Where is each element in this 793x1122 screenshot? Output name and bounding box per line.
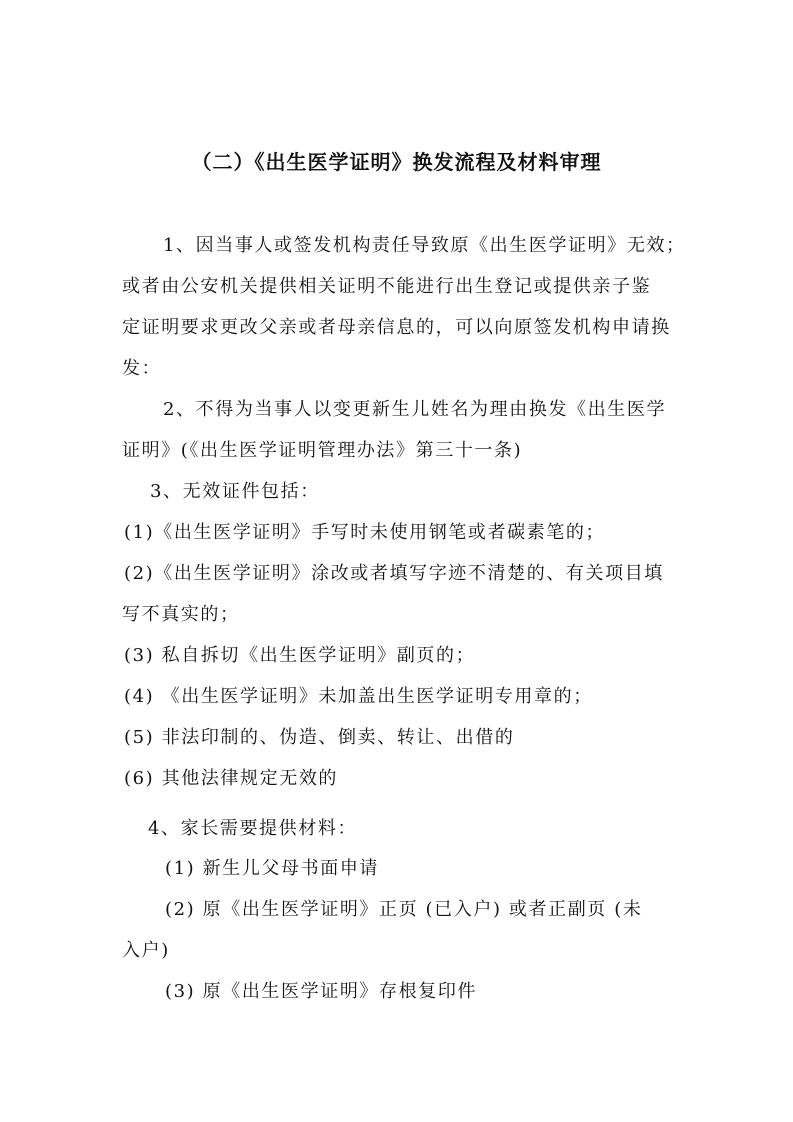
page-title: （二）《出生医学证明》换发流程及材料审理 [191, 150, 602, 174]
paragraph-line: 写不真实的； [122, 604, 240, 625]
paragraph-line: 入户) [122, 940, 170, 961]
paragraph-line: 或者由公安机关提供相关证明不能进行出生登记或提供亲子鉴 [122, 276, 652, 297]
paragraph-line: 2、不得为当事人以变更新生儿姓名为理由换发《出生医学 [163, 399, 667, 420]
paragraph-line: (6) 其他法律规定无效的 [124, 768, 339, 789]
paragraph-line: 发： [122, 358, 162, 379]
paragraph-line: 证明》(《出生医学证明管理办法》第三十一条) [122, 440, 523, 461]
paragraph-line: (3) 私自拆切《出生医学证明》副页的； [124, 645, 476, 666]
paragraph-line: (3) 原《出生医学证明》存根复印件 [165, 981, 478, 1002]
paragraph-line: (1) 新生儿父母书面申请 [165, 858, 380, 879]
paragraph-line: (2) 原《出生医学证明》正页 (已入户) 或者正副页 (未 [165, 899, 643, 920]
paragraph-line: (5) 非法印制的、伪造、倒卖、转让、出借的 [124, 727, 515, 748]
paragraph-line: (2)《出生医学证明》涂改或者填写字迹不清楚的、有关项目填 [124, 563, 664, 584]
paragraph-line: (1)《出生医学证明》手写时未使用钢笔或者碳素笔的； [124, 522, 606, 543]
paragraph-line: 1、因当事人或签发机构责任导致原《出生医学证明》无效； [163, 235, 686, 256]
paragraph-line: 3、无效证件包括： [150, 481, 320, 502]
paragraph-line: 4、家长需要提供材料： [148, 818, 358, 839]
paragraph-line: (4) 《出生医学证明》未加盖出生医学证明专用章的； [124, 686, 593, 707]
paragraph-line: 定证明要求更改父亲或者母亲信息的，可以向原签发机构申请换 [122, 317, 671, 338]
